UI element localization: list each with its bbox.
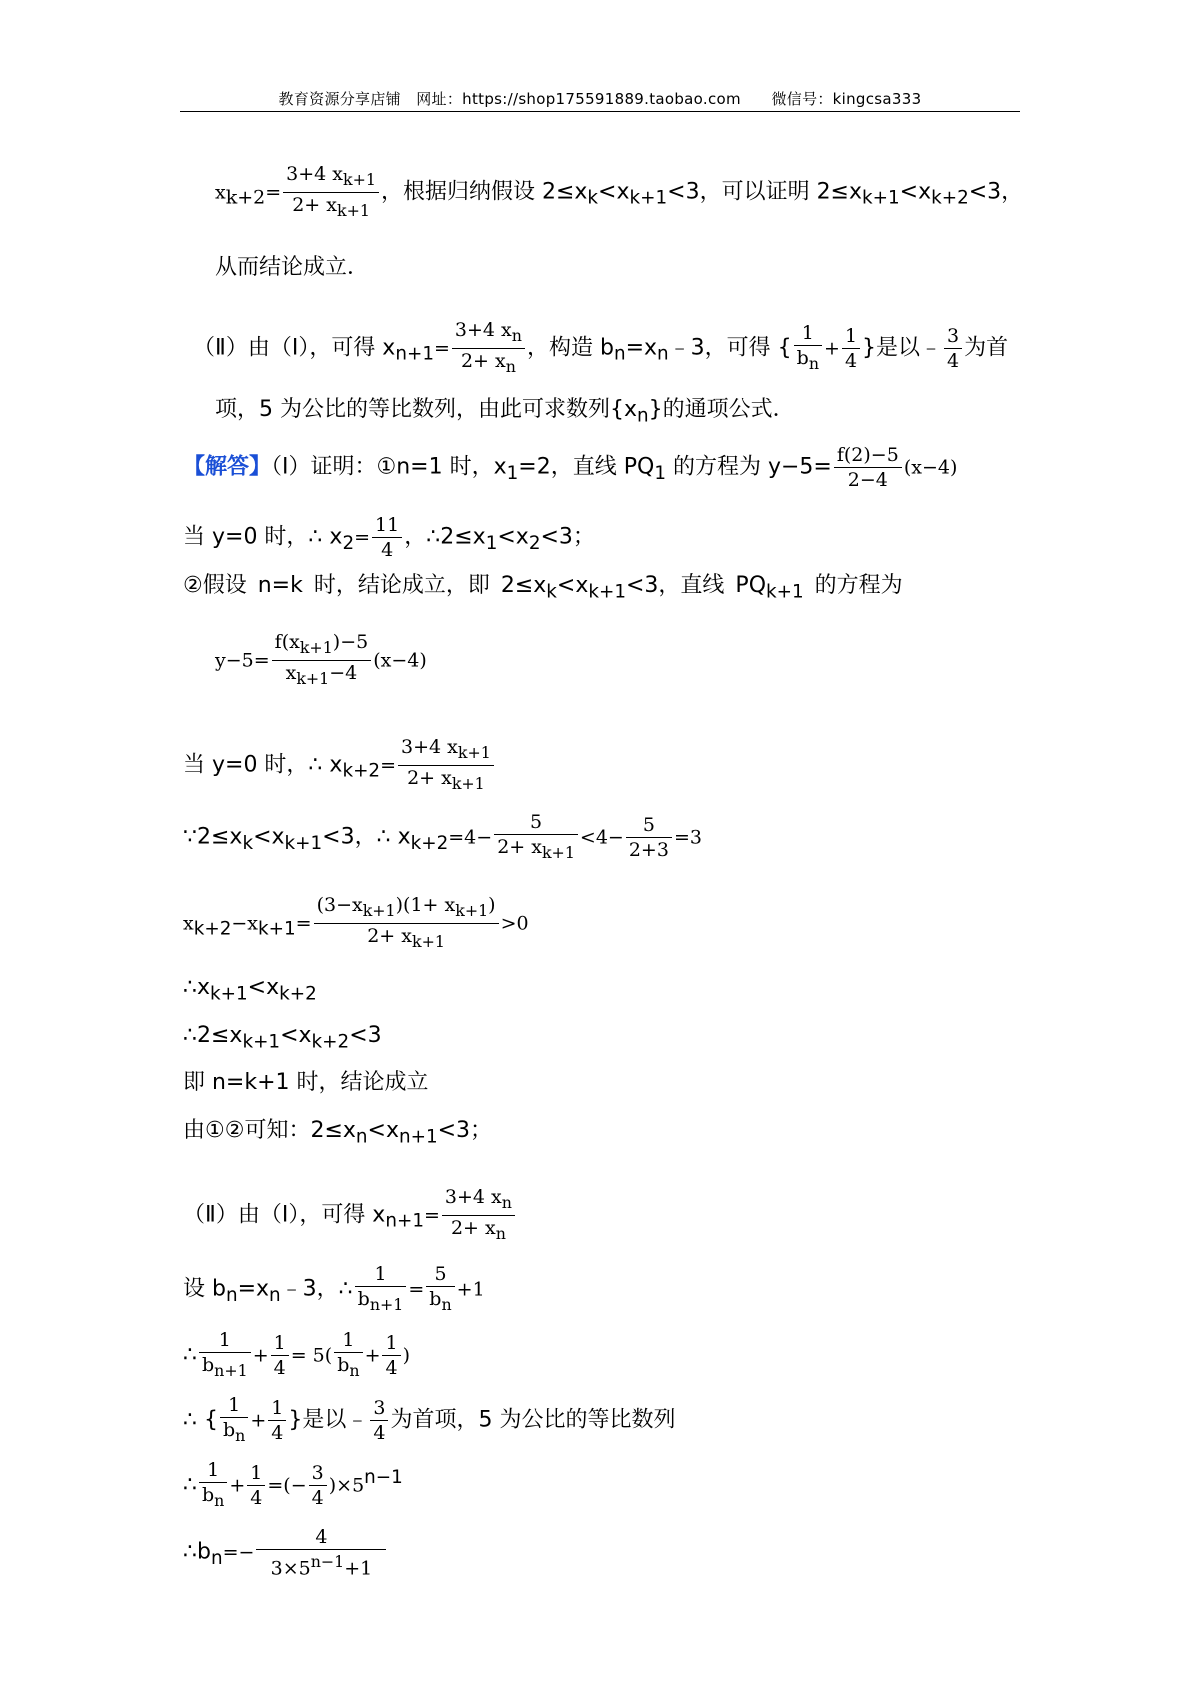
answer-tag: 【解答】 (183, 454, 272, 480)
fraction: $\frac{11}{4}$ (372, 513, 402, 562)
line-11: $x_{k+2}-x_{k+1}=$ $\frac{(3-x_{k+1})(1+ x_{k+1})}{2+ x_{k+1}}$ >0 (183, 893, 529, 954)
fraction: $\frac{1}{b_{n+1}}$ (199, 1328, 251, 1383)
fraction: $\frac{1}{b_n}$ (199, 1458, 227, 1513)
fraction: $\frac{(3-x_{k+1})(1+ x_{k+1})}{2+ x_{k+1}}$ (314, 893, 499, 954)
fraction: $\frac{4}{3\times 5^{n-1}+1}$ (256, 1525, 386, 1580)
line-8: y−5= $\frac{f(x_{k+1})-5}{x_{k+1}-4}$ (x−4) (215, 630, 427, 691)
fraction: $\frac{3+4 x_{k+1}}{2+ x_{k+1}}$ (283, 162, 379, 223)
fraction: $\frac{1}{4}$ (271, 1331, 289, 1380)
line-20: ∴ $\frac{1}{b_n}$ + $\frac{1}{4}$ =(− $\frac{3}{4}$ )$\times 5^{n-1}$ (183, 1458, 403, 1513)
fraction: $\frac{3}{4}$ (370, 1396, 388, 1445)
fraction: $\frac{3+4 x_n}{2+ x_n}$ (452, 318, 525, 379)
line-12: $\therefore x_{k+1}<x_{k+2}$ (183, 975, 317, 1005)
line-1: $x_{k+2}=$ $\frac{3+4 x_{k+1}}{2+ x_{k+1}}$ ，根据归纳假设 $2\le x_k<x_{k+1}<3$，可以证明 $2\le x_{k+1}<x_{k+2}<3$， (215, 162, 1023, 223)
fraction: $\frac{f(x_{k+1})-5}{x_{k+1}-4}$ (272, 630, 372, 691)
fraction: $\frac{1}{b_n}$ (794, 321, 822, 376)
line-10: $\because 2\le x_k<x_{k+1}<3$，∴ $x_{k+2}=4-$ $\frac{5}{2+ x_{k+1}}$ <4− $\frac{5}{2+3}$ =3 (183, 810, 702, 865)
line-15: 由①②可知：$2\le x_n<x_{n+1}<3$； (183, 1118, 493, 1148)
line-13: $\therefore 2\le x_{k+1}<x_{k+2}<3$ (183, 1023, 382, 1053)
line-5: 【解答】（Ⅰ）证明：①n=1 时，$x_1=2$，直线 $PQ_1$ 的方程为 y−5= $\frac{f(2)-5}{2-4}$ (x−4) (183, 444, 958, 491)
line-3: （Ⅱ）由（Ⅰ），可得 $x_{n+1}=$ $\frac{3+4 x_n}{2+ x_n}$ ，构造 $b_n=x_n﹣3$，可得 { $\frac{1}{b_n}$ + $\frac{1}{4}$ }是以﹣ $\frac{3}{4}$ 为首 (193, 318, 1008, 379)
fraction: $\frac{1}{4}$ (842, 324, 860, 373)
fraction: $\frac{3}{4}$ (309, 1461, 327, 1510)
fraction: $\frac{1}{b_n}$ (220, 1393, 248, 1448)
fraction: $\frac{5}{2+3}$ (626, 813, 672, 862)
line-2: 从而结论成立． (215, 255, 370, 280)
header-rule (180, 111, 1020, 112)
line-6: 当 y=0 时，∴ $x_2=$ $\frac{11}{4}$ ，$\therefore 2\le x_1<x_2<3$； (183, 514, 595, 561)
line-9: 当 y=0 时，∴ $x_{k+2}=$ $\frac{3+4 x_{k+1}}{2+ x_{k+1}}$ (183, 735, 496, 796)
fraction: $\frac{3}{4}$ (944, 324, 962, 373)
fraction: $\frac{1}{4}$ (382, 1331, 400, 1380)
line-21: $\therefore b_n=-$ $\frac{4}{3\times 5^{n-1}+1}$ (183, 1525, 388, 1580)
page-header: 教育资源分享店铺 网址：https://shop175591889.taobao.com 微信号：kingcsa333 (278, 90, 922, 108)
line-4: 项，5 为公比的等比数列，由此可求数列$\{x_n\}$的通项公式． (215, 397, 795, 427)
line-16: （Ⅱ）由（Ⅰ），可得 $x_{n+1}=$ $\frac{3+4 x_n}{2+ x_n}$ (183, 1185, 517, 1246)
fraction: $\frac{f(2)-5}{2-4}$ (834, 443, 902, 492)
fraction: $\frac{5}{2+ x_{k+1}}$ (494, 810, 578, 865)
line-19: ∴ { $\frac{1}{b_n}$ + $\frac{1}{4}$ }是以﹣ $\frac{3}{4}$ 为首项，5 为公比的等比数列 (183, 1393, 675, 1448)
fraction: $\frac{1}{b_n}$ (334, 1328, 362, 1383)
fraction: $\frac{3+4 x_{k+1}}{2+ x_{k+1}}$ (398, 735, 494, 796)
fraction: $\frac{5}{b_n}$ (426, 1262, 454, 1317)
line-18: ∴ $\frac{1}{b_{n+1}}$ + $\frac{1}{4}$ = 5( $\frac{1}{b_n}$ + $\frac{1}{4}$ ) (183, 1328, 410, 1383)
line-14: 即 n=k+1 时，结论成立 (183, 1070, 429, 1095)
fraction: $\frac{3+4 x_n}{2+ x_n}$ (442, 1185, 515, 1246)
fraction: $\frac{1}{b_{n+1}}$ (355, 1262, 407, 1317)
line-7: ②假设 n=k 时，结论成立，即 $2\le x_k<x_{k+1}<3$，直线 $PQ_{k+1}$ 的方程为 (183, 573, 903, 603)
line-17: 设 $b_n=x_n﹣3$，∴ $\frac{1}{b_{n+1}}$ = $\frac{5}{b_n}$ +1 (183, 1262, 485, 1317)
fraction: $\frac{1}{4}$ (268, 1396, 286, 1445)
fraction: $\frac{1}{4}$ (247, 1461, 265, 1510)
